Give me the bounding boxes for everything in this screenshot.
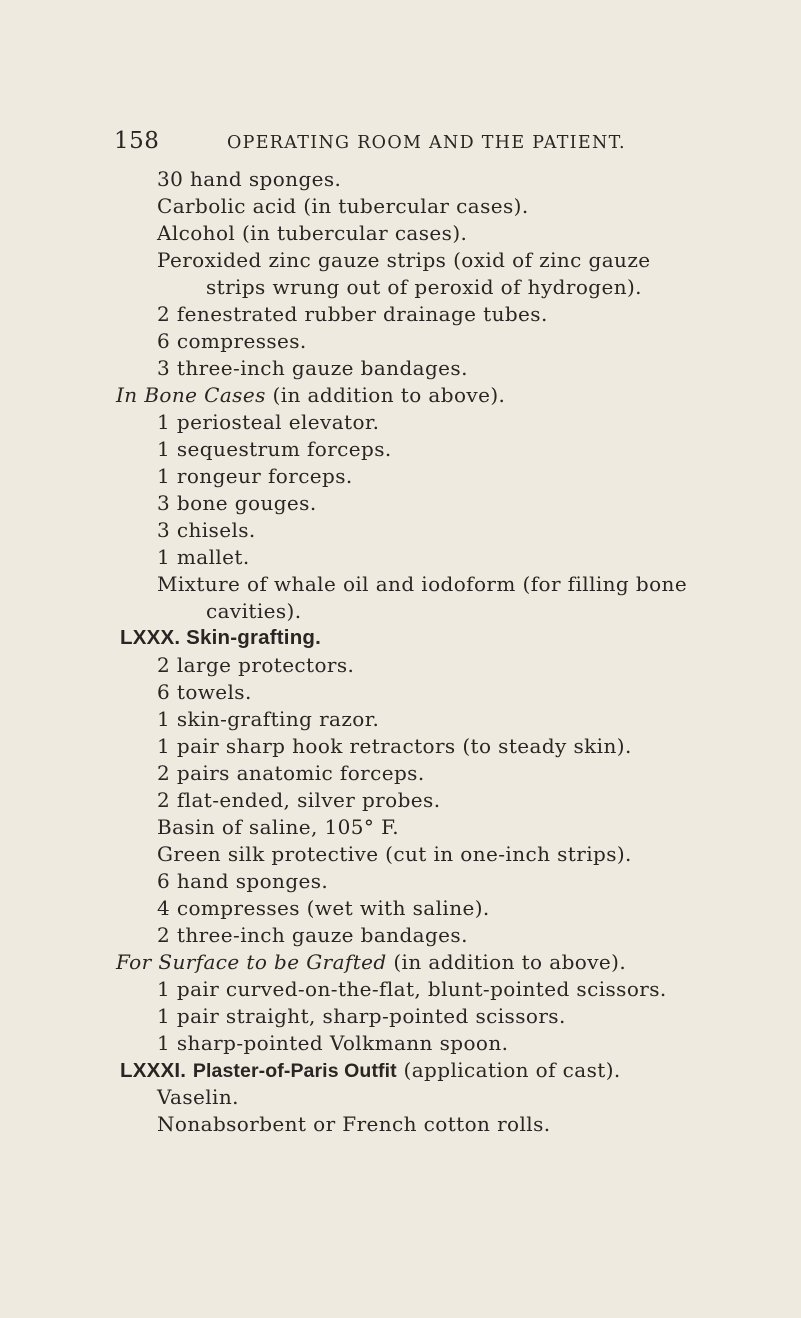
- list-item: 3 chisels.: [157, 518, 256, 542]
- list-item-continuation: strips wrung out of peroxid of hydrogen).: [206, 275, 642, 299]
- list-item: Nonabsorbent or French cotton rolls.: [157, 1112, 551, 1136]
- list-item: 2 fenestrated rubber drainage tubes.: [157, 302, 548, 326]
- list-item: 1 rongeur forceps.: [157, 464, 353, 488]
- list-item: 3 three-inch gauze bandages.: [157, 356, 468, 380]
- list-item: 30 hand sponges.: [157, 167, 342, 191]
- list-item: Alcohol (in tubercular cases).: [157, 221, 468, 245]
- list-item: 1 mallet.: [157, 545, 250, 569]
- list-item: 4 compresses (wet with saline).: [157, 896, 490, 920]
- section-heading: [120, 1057, 621, 1084]
- list-item: Basin of saline, 105° F.: [157, 815, 399, 839]
- section-heading-rest: (application of cast).: [396, 1058, 621, 1082]
- section-heading: LXXX. Skin-grafting.: [120, 626, 322, 649]
- list-item: 1 pair curved-on-the-flat, blunt-pointed scissors.: [157, 977, 667, 1001]
- list-item: 1 skin-grafting razor.: [157, 707, 380, 731]
- list-item: 1 pair straight, sharp-pointed scissors.: [157, 1004, 566, 1028]
- list-item: 1 periosteal elevator.: [157, 410, 380, 434]
- list-item: 2 three-inch gauze bandages.: [157, 923, 468, 947]
- list-item: 3 bone gouges.: [157, 491, 317, 515]
- list-item: 1 pair sharp hook retractors (to steady skin).: [157, 734, 632, 758]
- list-item: Carbolic acid (in tubercular cases).: [157, 194, 529, 218]
- list-item: 2 pairs anatomic forceps.: [157, 761, 425, 785]
- subsection-heading-italic: For Surface to be Grafted: [116, 950, 387, 974]
- subsection-heading: [116, 949, 626, 975]
- list-item: 6 compresses.: [157, 329, 307, 353]
- page-header: [114, 128, 774, 162]
- subsection-heading-rest: (in addition to above).: [265, 383, 506, 407]
- list-item: Peroxided zinc gauze strips (oxid of zinc gauze: [157, 248, 651, 272]
- section-title: Plaster-of-Paris Outfit: [192, 1060, 397, 1082]
- subsection-heading: [116, 382, 505, 408]
- list-item: 6 hand sponges.: [157, 869, 329, 893]
- list-item: 1 sharp-pointed Volkmann spoon.: [157, 1031, 509, 1055]
- list-item: Green silk protective (cut in one-inch strips).: [157, 842, 632, 866]
- list-item: 1 sequestrum forceps.: [157, 437, 392, 461]
- list-item: 6 towels.: [157, 680, 252, 704]
- list-item-continuation: cavities).: [206, 599, 302, 623]
- page-number: 158: [114, 128, 160, 154]
- list-item: Vaselin.: [157, 1085, 239, 1109]
- list-item: Mixture of whale oil and iodoform (for filling bone: [157, 572, 688, 596]
- section-number: LXXXI.: [120, 1059, 187, 1082]
- list-item: 2 flat-ended, silver probes.: [157, 788, 441, 812]
- running-head: OPERATING ROOM AND THE PATIENT.: [227, 133, 626, 153]
- subsection-heading-rest: (in addition to above).: [386, 950, 627, 974]
- subsection-heading-italic: In Bone Cases: [116, 383, 266, 407]
- list-item: 2 large protectors.: [157, 653, 355, 677]
